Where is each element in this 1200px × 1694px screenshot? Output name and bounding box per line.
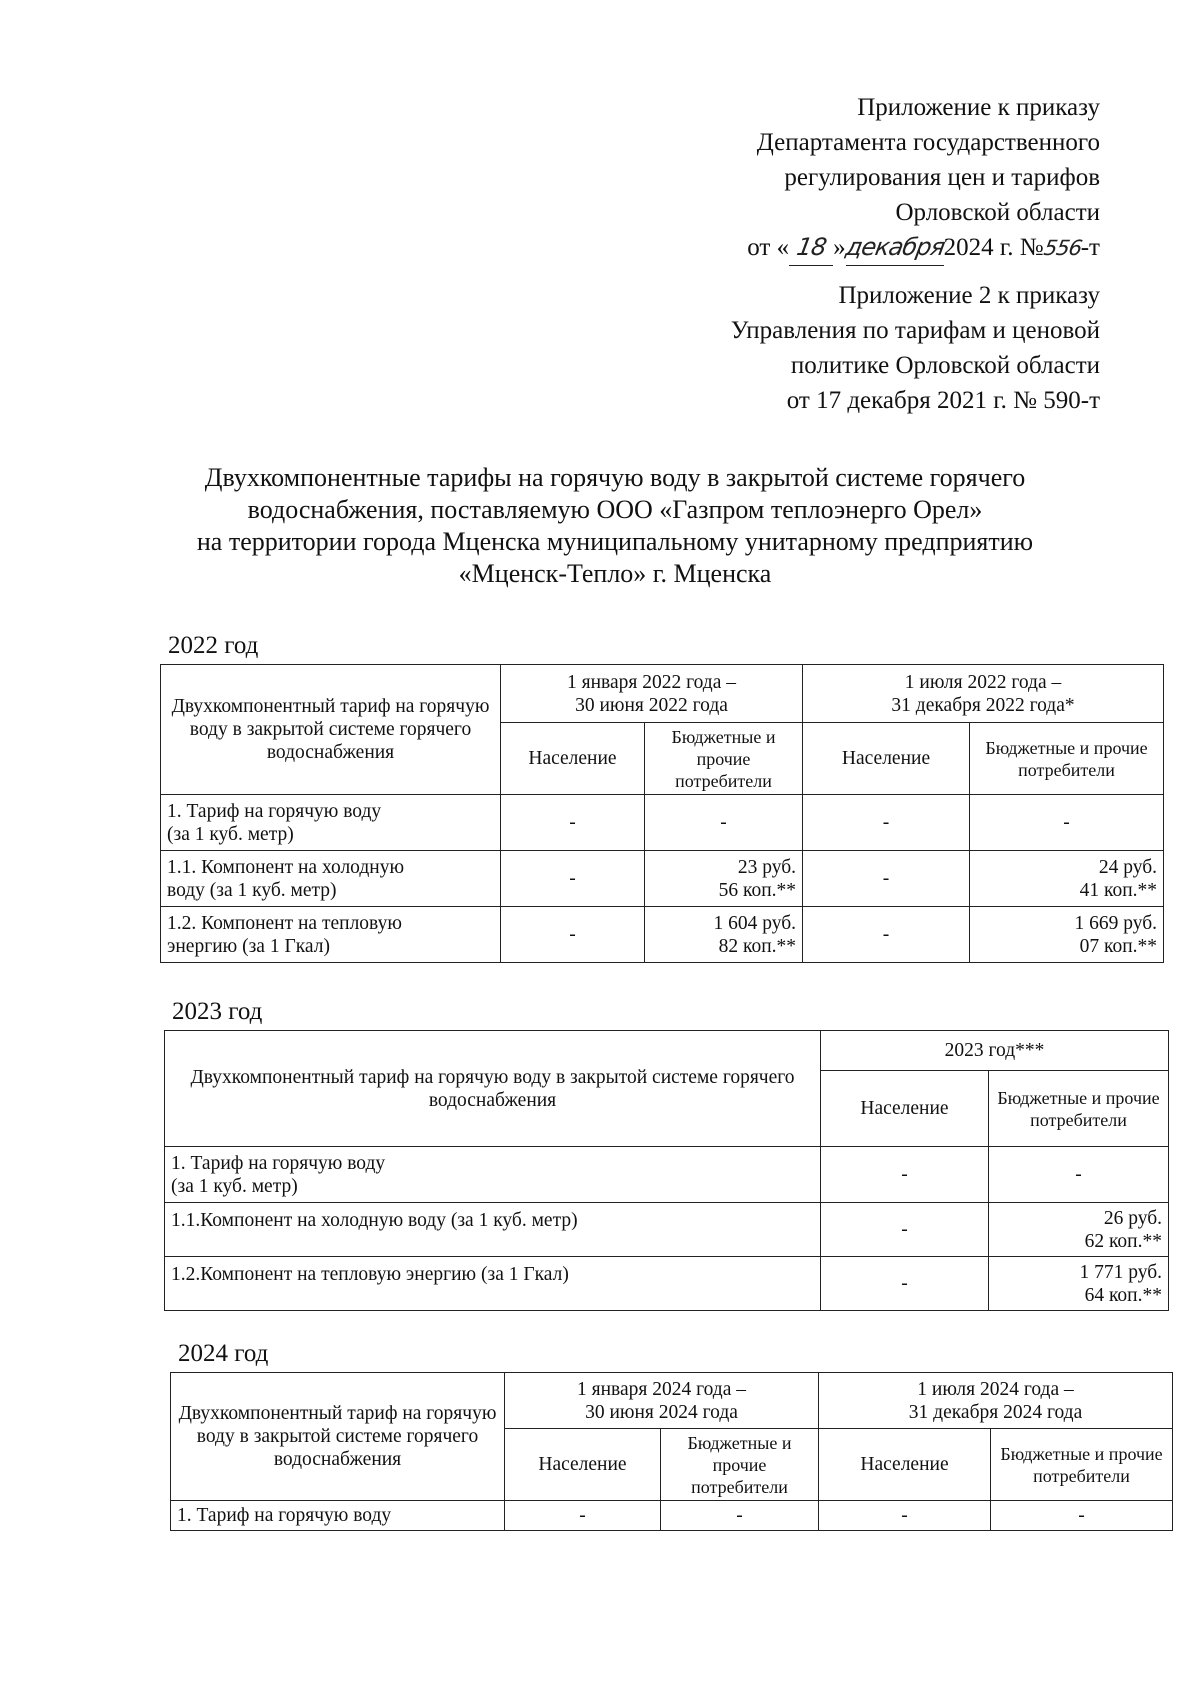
table-2022-head-label: Двухкомпонентный тариф на горячую воду в закрытой системе горячего водоснабжения: [161, 665, 501, 795]
table-2022-row-1-v2: -: [645, 795, 803, 851]
table-2023-col-population: Население: [821, 1071, 989, 1147]
table-row: [161, 795, 1164, 851]
year-2024-label: 2024 год: [178, 1340, 269, 1367]
table-row: [165, 1257, 1169, 1311]
order-number-suffix: -т: [1080, 234, 1100, 261]
table-2023-row-1-v1: -: [821, 1147, 989, 1203]
table-2022-row-1-v4: -: [970, 795, 1164, 851]
table-2024-row-1-v2: -: [661, 1501, 819, 1531]
document-title: [150, 462, 1080, 590]
table-2022-row-2-v4: 24 руб. 41 коп.**: [970, 851, 1164, 907]
table-2024-col-population-1: Население: [505, 1429, 661, 1501]
tariff-table-2023: [164, 1030, 1169, 1311]
table-2023-row-1-name: 1. Тариф на горячую воду (за 1 куб. метр): [165, 1147, 821, 1203]
table-2022-row-3-v2: 1 604 руб. 82 коп.**: [645, 907, 803, 963]
date-year: 2024 г. №: [943, 234, 1044, 261]
order-number-handwritten: 556: [1041, 236, 1083, 260]
appendix-2-line-4: от 17 декабря 2021 г. № 590-т: [786, 387, 1100, 414]
table-2022-col-population-2: Население: [803, 723, 970, 795]
table-row: [165, 1147, 1169, 1203]
appendix-1-header: [747, 90, 1100, 266]
table-2022-col-population-1: Население: [501, 723, 645, 795]
table-2024-head-label: Двухкомпонентный тариф на горячую воду в закрытой системе горячего водоснабжения: [171, 1373, 505, 1501]
table-2024-col-budget-1: Бюджетные и прочие потребители: [661, 1429, 819, 1501]
table-2023-row-2-name: 1.1.Компонент на холодную воду (за 1 куб. метр): [165, 1203, 821, 1257]
table-2024-period-2: 1 июля 2024 года – 31 декабря 2024 года: [819, 1373, 1173, 1429]
date-month-blank: [843, 230, 947, 266]
table-2023-row-3-v2: 1 771 руб. 64 коп.**: [989, 1257, 1169, 1311]
table-2022-row-1-v1: -: [501, 795, 645, 851]
table-2023-col-budget: Бюджетные и прочие потребители: [989, 1071, 1169, 1147]
table-2023-row-1-v2: -: [989, 1147, 1169, 1203]
table-2024-row-1-v4: -: [991, 1501, 1173, 1531]
appendix-2-line-3: политике Орловской области: [790, 352, 1100, 379]
title-line-1: Двухкомпонентные тарифы на горячую воду в закрытой системе горячего: [204, 463, 1026, 492]
table-2023-row-3-name: 1.2.Компонент на тепловую энергию (за 1 Гкал): [165, 1257, 821, 1311]
table-2024-row-1-v3: -: [819, 1501, 991, 1531]
appendix-1-line-1: Приложение к приказу: [857, 94, 1100, 121]
table-row: [161, 907, 1164, 963]
title-line-3: на территории города Мценска муниципальному унитарному предприятию: [196, 527, 1034, 556]
table-2024-period-1: 1 января 2024 года – 30 июня 2024 года: [505, 1373, 819, 1429]
table-row: [165, 1203, 1169, 1257]
date-mid: »: [833, 234, 846, 261]
title-line-2: водоснабжения, поставляемую ООО «Газпром теплоэнерго Орел»: [247, 495, 983, 524]
table-2022-row-1-name: 1. Тариф на горячую воду (за 1 куб. метр): [161, 795, 501, 851]
table-2022-col-budget-1: Бюджетные и прочие потребители: [645, 723, 803, 795]
appendix-1-line-2: Департамента государственного: [756, 129, 1100, 156]
table-2022-row-3-v4: 1 669 руб. 07 коп.**: [970, 907, 1164, 963]
table-row: [161, 851, 1164, 907]
table-2022-period-2: 1 июля 2022 года – 31 декабря 2022 года*: [803, 665, 1164, 723]
table-2023-head-label: Двухкомпонентный тариф на горячую воду в закрытой системе горячего водоснабжения: [165, 1031, 821, 1147]
table-2022-row-2-v1: -: [501, 851, 645, 907]
table-2022-row-3-v1: -: [501, 907, 645, 963]
table-2023-row-2-v2: 26 руб. 62 коп.**: [989, 1203, 1169, 1257]
table-2022-row-2-v3: -: [803, 851, 970, 907]
table-2024-row-1-name: 1. Тариф на горячую воду: [171, 1501, 505, 1531]
date-month-handwritten: декабря: [843, 233, 947, 261]
table-2023-period: 2023 год***: [821, 1031, 1169, 1071]
appendix-2-line-2: Управления по тарифам и ценовой: [730, 317, 1100, 344]
table-row: [171, 1501, 1173, 1531]
table-2023-row-2-v1: -: [821, 1203, 989, 1257]
appendix-1-line-3: регулирования цен и тарифов: [784, 164, 1100, 191]
table-2022-period-1: 1 января 2022 года – 30 июня 2022 года: [501, 665, 803, 723]
table-2022-row-3-name: 1.2. Компонент на тепловую энергию (за 1 Гкал): [161, 907, 501, 963]
table-2022-row-2-name: 1.1. Компонент на холодную воду (за 1 куб. метр): [161, 851, 501, 907]
table-2022-row-2-v2: 23 руб. 56 коп.**: [645, 851, 803, 907]
date-prefix: от «: [747, 234, 790, 261]
date-day-blank: [789, 230, 833, 266]
table-2023-row-3-v1: -: [821, 1257, 989, 1311]
tariff-table-2024: [170, 1372, 1173, 1531]
table-2024-col-population-2: Население: [819, 1429, 991, 1501]
table-2024-col-budget-2: Бюджетные и прочие потребители: [991, 1429, 1173, 1501]
appendix-1-line-4: Орловской области: [895, 199, 1100, 226]
table-2022-col-budget-2: Бюджетные и прочие потребители: [970, 723, 1164, 795]
title-line-4: «Мценск-Тепло» г. Мценска: [458, 559, 772, 588]
date-day-handwritten: 18: [794, 233, 828, 261]
appendix-2-line-1: Приложение 2 к приказу: [838, 282, 1100, 309]
appendix-1-date-line: [747, 230, 1100, 266]
table-2024-row-1-v1: -: [505, 1501, 661, 1531]
appendix-2-header: [731, 278, 1100, 418]
table-2022-row-1-v3: -: [803, 795, 970, 851]
tariff-table-2022: [160, 664, 1164, 963]
year-2022-label: 2022 год: [168, 632, 259, 659]
year-2023-label: 2023 год: [172, 998, 263, 1025]
table-2022-row-3-v3: -: [803, 907, 970, 963]
